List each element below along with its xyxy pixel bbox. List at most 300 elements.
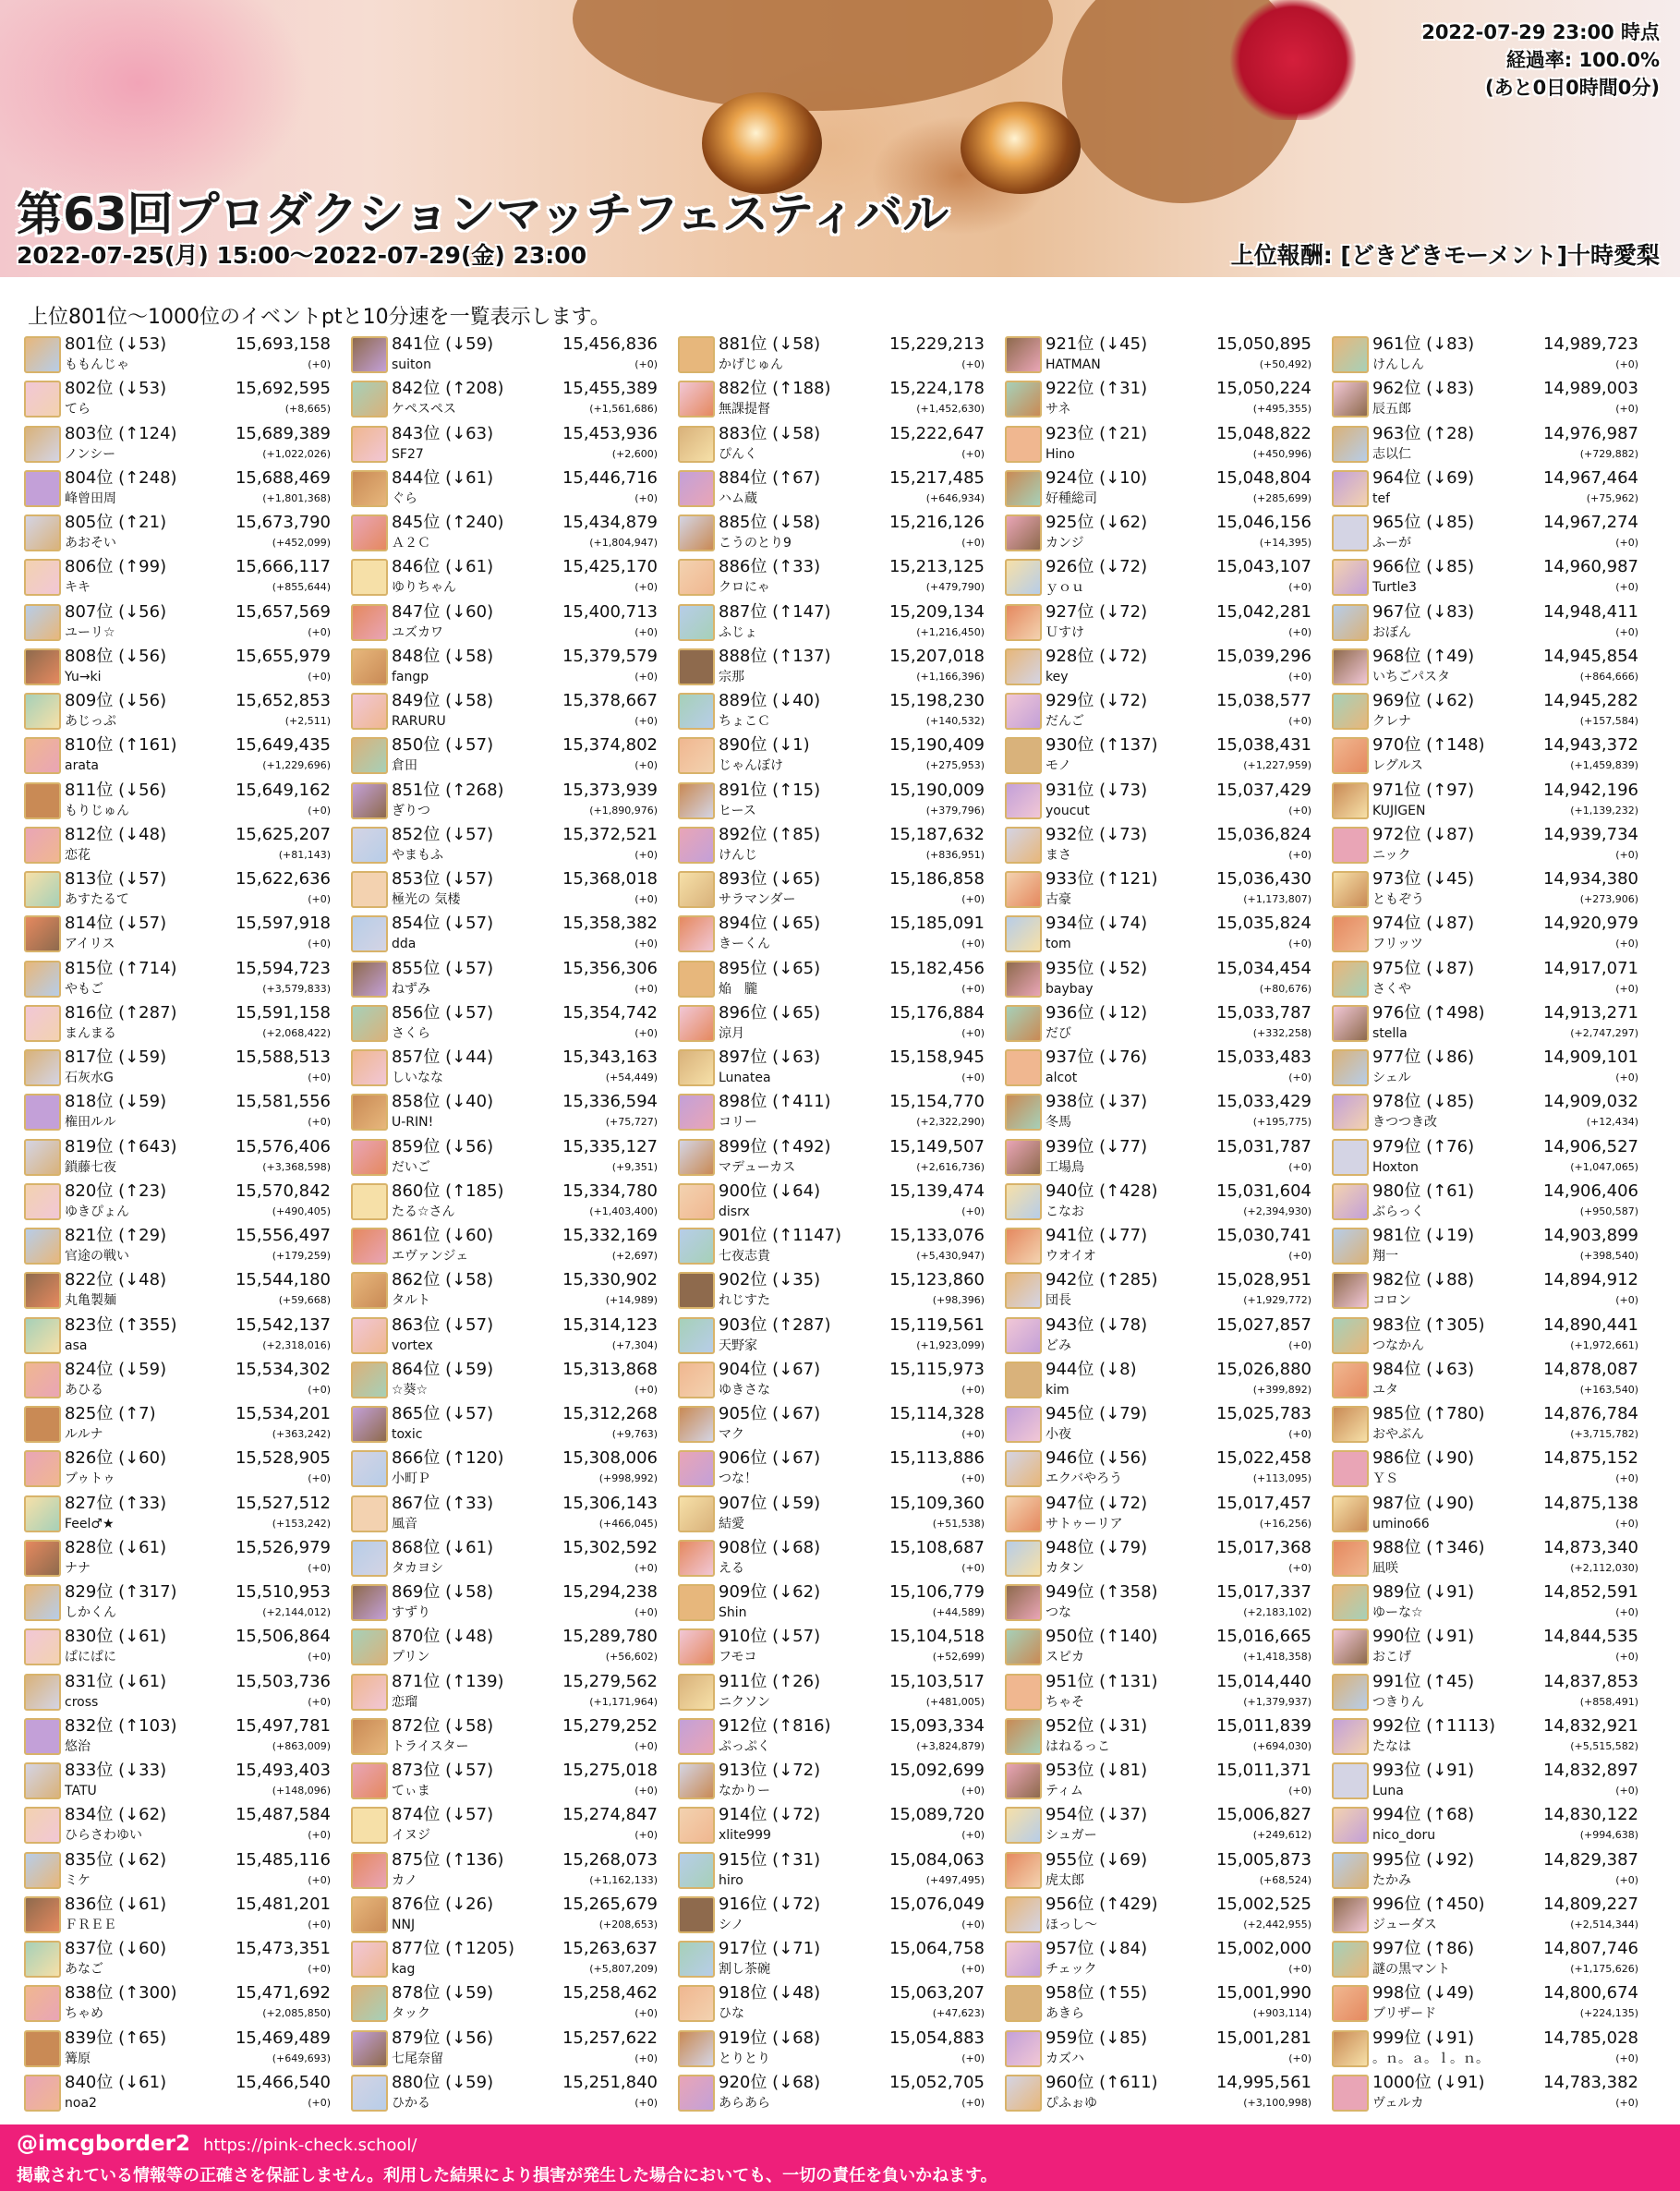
ranking-row [24, 1848, 351, 1893]
player-name: あおそい [65, 536, 116, 551]
row-info [719, 1092, 1005, 1132]
avatar-icon [24, 2075, 61, 2112]
event-points: 14,945,282 [1542, 691, 1638, 711]
player-name: vortex [392, 1338, 433, 1353]
player-name: 翔一 [1372, 1249, 1398, 1265]
player-name: どみ [1045, 1338, 1071, 1353]
ten-min-speed: (+224,135) [1579, 2007, 1638, 2020]
player-name: 七尾奈留 [392, 2051, 443, 2066]
ranking-row [678, 1447, 1005, 1491]
ranking-row [24, 867, 351, 912]
player-name: やもご [65, 981, 103, 997]
rank-label: 836位 (↓61) [65, 1894, 167, 1914]
row-info [1045, 1315, 1332, 1356]
rank-label: 875位 (↑136) [392, 1849, 504, 1870]
rank-label: 942位 (↑285) [1045, 1270, 1158, 1290]
ranking-row [351, 2071, 678, 2115]
avatar-icon [678, 871, 715, 908]
rank-label: 964位 (↓69) [1372, 467, 1475, 488]
row-info [1045, 1672, 1332, 1713]
row-info [719, 1894, 1005, 1935]
row-info [1372, 1939, 1659, 1979]
ranking-row [1005, 1180, 1332, 1224]
ranking-row [351, 1580, 678, 1625]
rank-label: 898位 (↑411) [719, 1092, 831, 1112]
ten-min-speed: (+9,763) [611, 1428, 658, 1441]
ranking-row [24, 912, 351, 956]
row-info [392, 1627, 678, 1667]
ranking-row [1332, 1313, 1659, 1358]
rank-label: 911位 (↑26) [719, 1671, 821, 1691]
row-info [1372, 1270, 1659, 1311]
avatar-icon [351, 782, 388, 819]
event-points: 14,875,152 [1542, 1448, 1638, 1469]
rank-label: 963位 (↑28) [1372, 423, 1475, 443]
ranking-row [678, 1803, 1005, 1847]
ten-min-speed: (+0) [1615, 2096, 1638, 2109]
ranking-row [351, 2027, 678, 2071]
avatar-icon [678, 1406, 715, 1443]
ranking-row [1005, 1402, 1332, 1447]
ten-min-speed: (+0) [1615, 1606, 1638, 1619]
event-points: 14,948,411 [1542, 601, 1638, 622]
rank-label: 850位 (↓57) [392, 735, 494, 756]
rank-label: 871位 (↑139) [392, 1671, 504, 1691]
ten-min-speed: (+14,395) [1259, 537, 1311, 550]
ranking-row [1005, 1848, 1332, 1893]
rank-label: 949位 (↑358) [1045, 1582, 1158, 1603]
event-points: 15,022,458 [1215, 1448, 1311, 1469]
rank-label: 955位 (↓69) [1045, 1849, 1148, 1870]
row-info [1372, 1092, 1659, 1132]
player-name: RARURU [392, 714, 446, 730]
avatar-icon [1332, 1183, 1369, 1220]
row-info [1045, 1805, 1332, 1846]
event-points: 15,002,000 [1215, 1939, 1311, 1959]
ten-min-speed: (+0) [1288, 1561, 1311, 1574]
row-info [1372, 1850, 1659, 1891]
ranking-column [351, 333, 678, 2115]
ten-min-speed: (+0) [1288, 1428, 1311, 1441]
ranking-row [1005, 1358, 1332, 1402]
player-name: ちょこＣ [719, 714, 770, 730]
event-points: 15,154,770 [888, 1092, 985, 1112]
rank-label: 879位 (↓56) [392, 2028, 494, 2048]
ranking-column [1332, 333, 1659, 2115]
avatar-icon [1005, 1985, 1042, 2022]
ranking-row [678, 333, 1005, 377]
ten-min-speed: (+0) [635, 1606, 658, 1619]
rank-label: 902位 (↓35) [719, 1270, 821, 1290]
ranking-row [351, 957, 678, 1001]
player-name: プリン [392, 1650, 430, 1665]
ten-min-speed: (+0) [635, 848, 658, 861]
row-info [65, 1092, 351, 1132]
ten-min-speed: (+0) [308, 1918, 331, 1931]
rank-label: 828位 (↓61) [65, 1537, 167, 1557]
rank-label: 856位 (↓57) [392, 1002, 494, 1023]
ranking-row [678, 1492, 1005, 1536]
footer-line [17, 2132, 417, 2156]
ten-min-speed: (+0) [308, 1695, 331, 1708]
rank-label: 952位 (↓31) [1045, 1715, 1148, 1736]
rank-label: 945位 (↓79) [1045, 1404, 1148, 1424]
ranking-row [1005, 733, 1332, 778]
avatar-icon [1332, 648, 1369, 685]
avatar-icon [24, 827, 61, 864]
rank-label: 868位 (↓61) [392, 1537, 494, 1557]
account-link[interactable]: @imcgborder2 [17, 2132, 190, 2156]
ten-min-speed: (+2,747,297) [1570, 1026, 1638, 1039]
ten-min-speed: (+2,514,344) [1570, 1918, 1638, 1931]
avatar-icon [1332, 1540, 1369, 1577]
avatar-icon [351, 1406, 388, 1443]
ranking-row [1005, 1090, 1332, 1134]
avatar-icon [678, 1049, 715, 1086]
row-info [1045, 735, 1332, 776]
row-info [1045, 914, 1332, 954]
row-info [1372, 1360, 1659, 1400]
ranking-row [24, 422, 351, 466]
player-name: SF27 [392, 446, 424, 462]
player-name: イヌジ [392, 1828, 430, 1844]
rank-label: 906位 (↓67) [719, 1448, 821, 1469]
player-name: チェック [1045, 1962, 1097, 1978]
row-info [65, 379, 351, 419]
player-name: キキ [65, 580, 91, 596]
row-info [65, 1850, 351, 1891]
avatar-icon [351, 1628, 388, 1665]
rank-label: 880位 (↓59) [392, 2072, 494, 2092]
ten-min-speed: (+0) [1615, 625, 1638, 638]
avatar-icon [351, 1852, 388, 1889]
ten-min-speed: (+0) [1288, 1071, 1311, 1084]
ten-min-speed: (+0) [961, 938, 985, 950]
avatar-icon [1005, 1005, 1042, 1042]
ten-min-speed: (+0) [635, 491, 658, 504]
ranking-row [1332, 2027, 1659, 2071]
rank-label: 892位 (↑85) [719, 824, 821, 844]
avatar-icon [351, 1495, 388, 1532]
row-info [1372, 468, 1659, 509]
ranking-row [1005, 1536, 1332, 1580]
event-points: 15,050,895 [1215, 334, 1311, 355]
ten-min-speed: (+0) [961, 1026, 985, 1039]
ranking-row [24, 1625, 351, 1669]
rank-label: 884位 (↑67) [719, 467, 821, 488]
event-points: 14,830,122 [1542, 1805, 1638, 1825]
player-name: ねずみ [392, 981, 430, 997]
ranking-row [351, 333, 678, 377]
rank-label: 866位 (↑120) [392, 1448, 504, 1469]
ranking-row [678, 823, 1005, 867]
ranking-row [678, 600, 1005, 645]
ranking-row [1005, 912, 1332, 956]
event-points: 15,092,699 [888, 1761, 985, 1781]
ranking-row [1005, 1224, 1332, 1268]
row-info [719, 1805, 1005, 1846]
ten-min-speed: (+0) [961, 1204, 985, 1217]
avatar-icon [1005, 1094, 1042, 1131]
event-points: 15,149,507 [888, 1136, 985, 1156]
row-info [65, 1047, 351, 1088]
ranking-row [678, 1402, 1005, 1447]
event-points: 15,308,006 [562, 1448, 658, 1469]
ten-min-speed: (+0) [635, 670, 658, 683]
row-info [65, 1716, 351, 1757]
rank-label: 958位 (↑55) [1045, 1983, 1148, 2003]
event-points: 15,033,429 [1215, 1092, 1311, 1112]
event-points: 15,064,758 [888, 1939, 985, 1959]
row-info [1372, 1761, 1659, 1801]
row-info [392, 914, 678, 954]
player-name: tef [1372, 490, 1391, 506]
row-info [1045, 647, 1332, 687]
event-points: 15,425,170 [562, 557, 658, 577]
player-name: youcut [1045, 803, 1090, 818]
event-points: 15,689,389 [235, 423, 331, 443]
rank-label: 984位 (↓63) [1372, 1359, 1475, 1379]
event-points: 15,493,403 [235, 1761, 331, 1781]
event-points: 15,190,009 [888, 780, 985, 800]
event-points: 15,031,787 [1215, 1136, 1311, 1156]
rank-label: 810位 (↑161) [65, 735, 177, 756]
event-points: 15,279,562 [562, 1671, 658, 1691]
player-name: ＹＳ [1372, 1471, 1398, 1487]
avatar-icon [1005, 1049, 1042, 1086]
row-info [1372, 691, 1659, 732]
player-name: たかみ [1372, 1872, 1411, 1888]
ten-min-speed: (+2,600) [611, 447, 658, 460]
ten-min-speed: (+0) [1288, 715, 1311, 728]
event-points: 15,655,979 [235, 646, 331, 666]
ranking-row [24, 1580, 351, 1625]
rank-label: 924位 (↓10) [1045, 467, 1148, 488]
event-points: 15,017,337 [1215, 1582, 1311, 1603]
player-name: arata [65, 758, 99, 774]
event-points: 15,048,804 [1215, 467, 1311, 488]
event-points: 15,487,584 [235, 1805, 331, 1825]
row-info [1372, 602, 1659, 643]
rank-label: 954位 (↓37) [1045, 1805, 1148, 1825]
ranking-row [1332, 1670, 1659, 1714]
player-name: hiro [719, 1872, 743, 1888]
row-info [719, 1226, 1005, 1266]
row-info [392, 1894, 678, 1935]
player-name: ほっし〜 [1045, 1917, 1097, 1932]
ranking-row [351, 1447, 678, 1491]
ranking-row [351, 1001, 678, 1046]
event-points: 14,989,723 [1542, 334, 1638, 355]
ten-min-speed: (+332,258) [1252, 1026, 1311, 1039]
ten-min-speed: (+75,962) [1586, 491, 1638, 504]
rank-label: 823位 (↑355) [65, 1314, 177, 1335]
player-name: tom [1045, 937, 1071, 952]
avatar-icon [351, 737, 388, 774]
avatar-icon [1005, 1718, 1042, 1755]
ranking-row [24, 555, 351, 599]
avatar-icon [1005, 426, 1042, 463]
ten-min-speed: (+950,587) [1579, 1204, 1638, 1217]
player-name: える [719, 1560, 744, 1576]
event-points: 15,114,328 [888, 1404, 985, 1424]
event-points: 15,373,939 [562, 780, 658, 800]
avatar-icon [678, 426, 715, 463]
avatar-icon [678, 1674, 715, 1711]
avatar-icon [1332, 1450, 1369, 1487]
event-period: 2022-07-25(月) 15:00〜2022-07-29(金) 23:00 [17, 242, 587, 269]
player-name: ゆーな☆ [1372, 1605, 1423, 1621]
ten-min-speed: (+1,139,232) [1570, 804, 1638, 817]
ranking-row [1332, 333, 1659, 377]
row-info [1372, 513, 1659, 553]
player-name: ぶらっく [1372, 1204, 1424, 1219]
avatar-icon [1332, 1406, 1369, 1443]
site-link[interactable]: https://pink-check.school/ [202, 2136, 417, 2155]
ten-min-speed: (+3,100,998) [1243, 2096, 1311, 2109]
event-points: 15,216,126 [888, 513, 985, 533]
event-points: 15,093,334 [888, 1715, 985, 1736]
event-points: 15,035,824 [1215, 914, 1311, 934]
event-points: 15,314,123 [562, 1314, 658, 1335]
ten-min-speed: (+903,114) [1252, 2007, 1311, 2020]
row-info [719, 914, 1005, 954]
event-points: 15,042,281 [1215, 601, 1311, 622]
rank-label: 811位 (↓56) [65, 780, 167, 800]
row-info [1372, 379, 1659, 419]
ranking-row [24, 1536, 351, 1580]
avatar-icon [351, 1272, 388, 1309]
avatar-icon [1332, 1807, 1369, 1844]
ranking-row [24, 1268, 351, 1313]
rank-label: 917位 (↓71) [719, 1939, 821, 1959]
event-points: 15,481,201 [235, 1894, 331, 1914]
rank-label: 921位 (↓45) [1045, 334, 1148, 355]
rank-label: 840位 (↓61) [65, 2072, 167, 2092]
ranking-row [1332, 466, 1659, 511]
ten-min-speed: (+0) [1615, 1294, 1638, 1307]
rank-label: 841位 (↓59) [392, 334, 494, 355]
avatar-icon [1005, 604, 1042, 641]
player-name: すずり [392, 1605, 431, 1621]
player-name: ジューダス [1372, 1917, 1437, 1932]
ten-min-speed: (+47,623) [932, 2007, 985, 2020]
ten-min-speed: (+285,699) [1252, 491, 1311, 504]
event-points: 15,133,076 [888, 1226, 985, 1246]
avatar-icon [678, 961, 715, 998]
ten-min-speed: (+0) [308, 1383, 331, 1396]
row-info [392, 691, 678, 732]
ranking-row [678, 2071, 1005, 2115]
avatar-icon [351, 470, 388, 507]
rank-label: 956位 (↑429) [1045, 1894, 1158, 1914]
ranking-row [678, 733, 1005, 778]
rank-label: 803位 (↑124) [65, 423, 177, 443]
ranking-row [351, 1893, 678, 1937]
event-points: 15,312,268 [562, 1404, 658, 1424]
avatar-icon [351, 1049, 388, 1086]
rank-label: 844位 (↓61) [392, 467, 494, 488]
avatar-icon [1332, 1495, 1369, 1532]
player-name: 倉田 [392, 758, 417, 774]
ranking-row [678, 1937, 1005, 1981]
rank-label: 947位 (↓72) [1045, 1493, 1148, 1513]
player-name: ブゥトゥ [65, 1471, 115, 1487]
ten-min-speed: (+3,579,833) [262, 982, 331, 995]
ranking-row [678, 1848, 1005, 1893]
event-points: 14,906,406 [1542, 1180, 1638, 1201]
avatar-icon [24, 1495, 61, 1532]
avatar-icon [1332, 693, 1369, 730]
row-info [392, 2073, 678, 2113]
avatar-icon [1005, 1317, 1042, 1354]
rank-label: 933位 (↑121) [1045, 869, 1158, 890]
avatar-icon [1005, 737, 1042, 774]
player-name: タック [392, 2006, 430, 2022]
row-info [719, 1582, 1005, 1623]
event-points: 14,942,196 [1542, 780, 1638, 800]
avatar-icon [1332, 1584, 1369, 1621]
ranking-row [1005, 1135, 1332, 1180]
player-name: 小夜 [1045, 1427, 1071, 1443]
rank-label: 801位 (↓53) [65, 334, 167, 355]
player-name: 篝原 [65, 2051, 91, 2066]
ranking-column [24, 333, 351, 2115]
event-points: 15,510,953 [235, 1582, 331, 1603]
avatar-icon [351, 2030, 388, 2067]
player-name: 辰五郎 [1372, 402, 1411, 418]
player-name: noa2 [65, 2095, 97, 2111]
ten-min-speed: (+0) [961, 447, 985, 460]
ten-min-speed: (+0) [308, 358, 331, 371]
avatar-icon [1005, 559, 1042, 596]
player-name: ｙｏｕ [1045, 580, 1084, 596]
player-name: 凪咲 [1372, 1560, 1398, 1576]
rank-label: 996位 (↑450) [1372, 1894, 1485, 1914]
ranking-row [351, 377, 678, 421]
player-name: クロにゃ [719, 580, 770, 596]
row-info [65, 1939, 351, 1979]
row-info [65, 1805, 351, 1846]
ranking-row [1332, 1135, 1659, 1180]
ten-min-speed: (+855,644) [272, 581, 331, 594]
row-info [719, 1983, 1005, 2024]
ranking-row [24, 1180, 351, 1224]
player-name: サネ [1045, 402, 1071, 418]
event-points: 15,050,224 [1215, 379, 1311, 399]
event-points: 15,005,873 [1215, 1849, 1311, 1870]
player-name: ももんじゃ [65, 357, 129, 373]
avatar-icon [351, 426, 388, 463]
player-name: カンジ [1045, 536, 1084, 551]
event-points: 15,257,622 [562, 2028, 658, 2048]
ranking-row [678, 1046, 1005, 1090]
ranking-row [1005, 1670, 1332, 1714]
rank-label: 887位 (↑147) [719, 601, 831, 622]
event-points: 14,878,087 [1542, 1359, 1638, 1379]
ten-min-speed: (+0) [961, 2096, 985, 2109]
rank-label: 878位 (↓59) [392, 1983, 494, 2003]
ten-min-speed: (+0) [1288, 670, 1311, 683]
ten-min-speed: (+450,996) [1252, 447, 1311, 460]
player-name: Lunatea [719, 1071, 771, 1086]
ten-min-speed: (+1,923,099) [916, 1338, 985, 1351]
avatar-icon [24, 426, 61, 463]
player-name: Luna [1372, 1784, 1404, 1799]
avatar-icon [1332, 737, 1369, 774]
ten-min-speed: (+398,540) [1579, 1250, 1638, 1263]
event-points: 15,666,117 [235, 557, 331, 577]
